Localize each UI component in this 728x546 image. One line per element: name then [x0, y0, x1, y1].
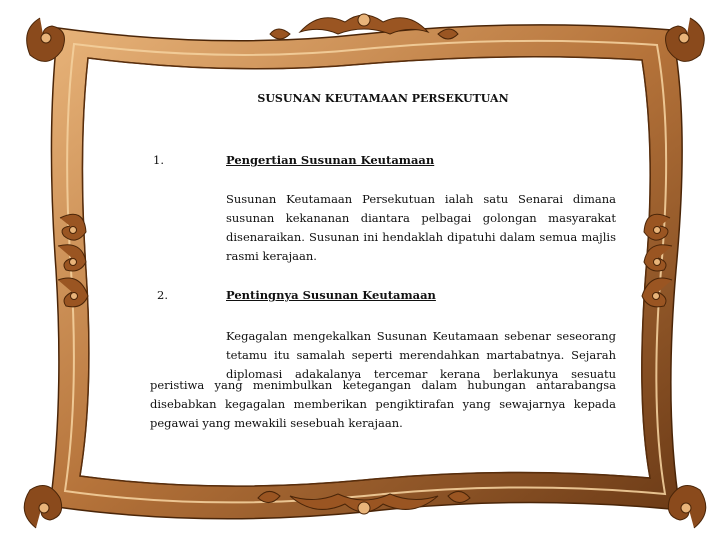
- corner-scroll-bottom-right: [668, 486, 705, 529]
- section-2-number: 2.: [157, 288, 168, 302]
- section-2-heading: Pentingnya Susunan Keutamaan: [226, 288, 436, 302]
- section-2-paragraph-indented: Kegagalan mengekalkan Susunan Keutamaan sebenar seseorang tetamu itu samalah seperti merendahkan martabatnya. Sejarah diplomasi adakalanya tercemar kerana berlakunya sesuatu: [226, 329, 616, 381]
- corner-scroll-top-right: [666, 18, 705, 61]
- section-2-paragraph-full: peristiwa yang menimbulkan ketegangan dalam hubungan antarabangsa disebabkan kegagalan memberikan pengiktirafan yang sewajarnya kepada pegawai yang mewakili sesebuah kerajaan.: [150, 378, 616, 430]
- section-1-heading: Pengertian Susunan Keutamaan: [226, 153, 435, 167]
- document-title: SUSUNAN KEUTAMAAN PERSEKUTUAN: [257, 92, 509, 105]
- section-1-paragraph: [226, 190, 616, 266]
- section-1-paragraph-text: Susunan Keutamaan Persekutuan ialah satu Senarai dimana susunan kekananan diantara pelbagai golongan masyarakat disenaraikan. Susunan ini hendaklah dipatuhi dalam semua majlis rasmi kerajaan.: [226, 192, 616, 263]
- section-1-number: 1.: [153, 153, 164, 167]
- corner-scroll-bottom-left: [24, 486, 61, 529]
